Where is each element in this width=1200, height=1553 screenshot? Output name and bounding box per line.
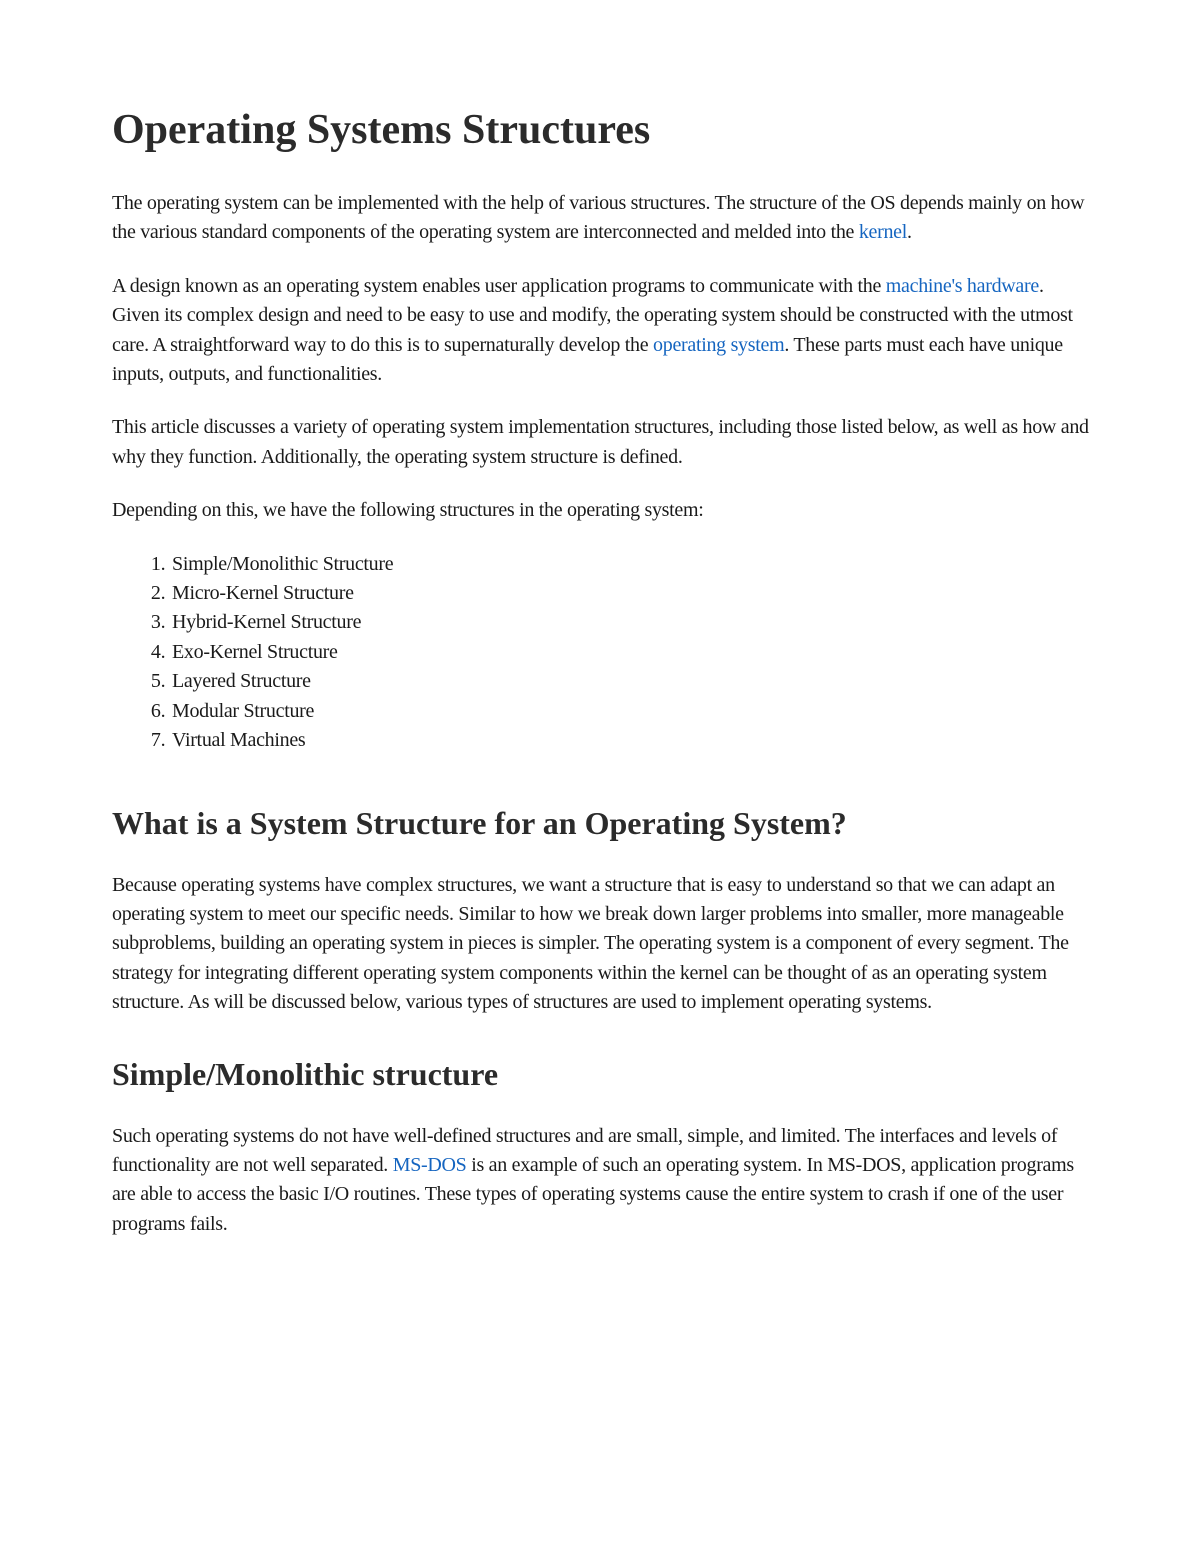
- kernel-link[interactable]: kernel: [858, 221, 907, 244]
- intro-paragraph-2: [112, 272, 1092, 390]
- list-item: 4. Exo-Kernel Structure: [170, 638, 1092, 667]
- intro-p1-end: .: [907, 221, 912, 244]
- section-monolithic-body: [112, 1122, 1092, 1240]
- list-item: 2. Micro-Kernel Structure: [170, 579, 1092, 608]
- ms-dos-link[interactable]: MS-DOS: [392, 1153, 467, 1176]
- list-item: 1. Simple/Monolithic Structure: [170, 550, 1092, 579]
- intro-paragraph-1: [112, 189, 1092, 248]
- section-heading-system-structure: What is a System Structure for an Operating System?: [112, 804, 847, 841]
- structures-list: [112, 550, 1092, 756]
- intro-paragraph-3: This article discusses a variety of operating system implementation structures, including those listed below, as well as how and why they function. Additionally, the operating system structure is defined.: [112, 416, 1089, 468]
- page-title: Operating Systems Structures: [112, 107, 651, 153]
- section-heading-monolithic: Simple/Monolithic structure: [112, 1055, 499, 1092]
- list-item: 7. Virtual Machines: [170, 726, 1092, 755]
- document-page: [112, 104, 1092, 1263]
- intro-paragraph-4: Depending on this, we have the following structures in the operating system:: [112, 499, 704, 522]
- section-system-structure-body: Because operating systems have complex structures, we want a structure that is easy to understand so that we can adapt an operating system to meet our specific needs. Similar to how we break down larger problems into smaller, more manageable subproblems, building an operating system in pieces is simpler. The operating system is a component of every segment. The strategy for integrating different operating system components within the kernel can be thought of as an operating system structure. As will be discussed below, various types of structures are used to implement operating systems.: [112, 873, 1069, 1014]
- monolithic-text-end: is an example of such an operating system. In MS-DOS, application programs are able to access the basic I/O routines. These types of operating systems cause the entire system to crash if one of the user programs fails.: [112, 1153, 1074, 1235]
- monolithic-text: Such operating systems do not have well-defined structures and are small, simple, and limited. The interfaces and levels of functionality are not well separated.: [112, 1124, 1058, 1176]
- intro-p2-middle: . Given its complex design and need to be easy to use and modify, the operating system should be constructed with the utmost care. A straightforward way to do this is to supernaturally develop the: [112, 274, 1073, 356]
- intro-p2-end: . These parts must each have unique inputs, outputs, and functionalities.: [112, 333, 1063, 386]
- list-item: 3. Hybrid-Kernel Structure: [170, 608, 1092, 637]
- machine-hardware-link[interactable]: machine's hardware: [885, 274, 1039, 297]
- intro-p2-text: A design known as an operating system enables user application programs to communicate with the: [112, 274, 886, 297]
- list-item: 6. Modular Structure: [170, 697, 1092, 726]
- intro-p1-text: The operating system can be implemented with the help of various structures. The structure of the OS depends mainly on how the various standard components of the operating system are interconnected and melded into the: [112, 192, 1085, 244]
- operating-system-link[interactable]: operating system: [653, 333, 785, 356]
- list-item: 5. Layered Structure: [170, 667, 1092, 696]
